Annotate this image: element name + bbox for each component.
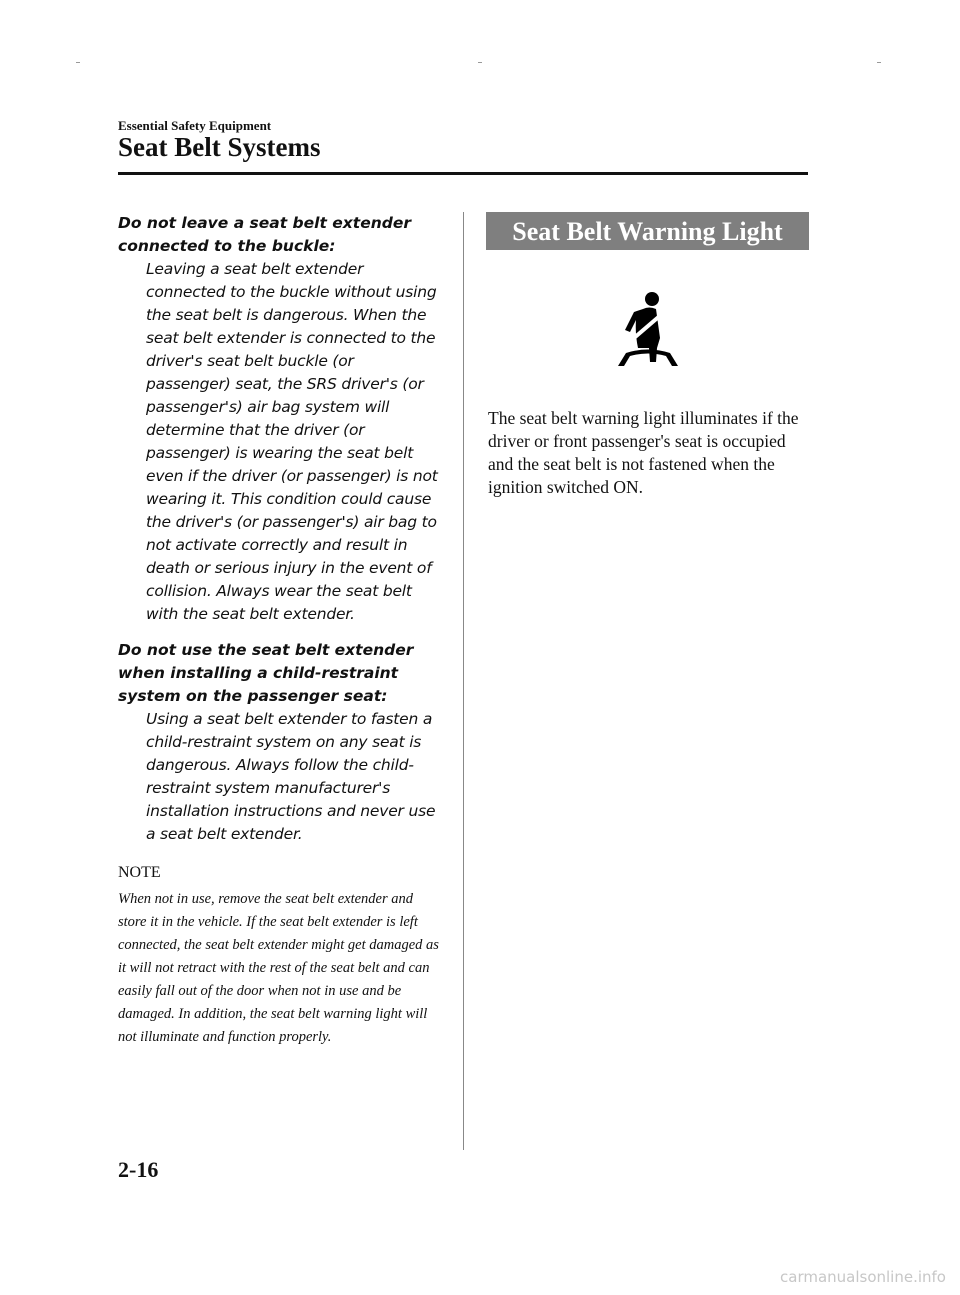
warning-light-description: The seat belt warning light illuminates if the driver or front passenger's seat is occupied and the seat belt is not fastened when the ignition switched ON. bbox=[488, 408, 799, 497]
right-column bbox=[486, 212, 809, 497]
column-divider bbox=[463, 212, 464, 1150]
section-label: Essential Safety Equipment bbox=[118, 118, 272, 133]
warning-child-restraint bbox=[118, 639, 443, 846]
left-column bbox=[118, 212, 443, 1049]
warning-extender-connected bbox=[118, 212, 443, 626]
page-number: 2-16 bbox=[118, 1157, 159, 1182]
warning-body: Using a seat belt extender to fasten a child-restraint system on any seat is dangerous. Always follow the child-restraint system manufacturer's installation instructions and never use a seat belt extender. bbox=[146, 710, 436, 843]
watermark: carmanualsonline.info bbox=[780, 1268, 946, 1286]
note-body: When not in use, remove the seat belt extender and store it in the vehicle. If the seat belt extender is left connected, the seat belt extender might get damaged as it will not retract with the rest of the seat belt and can easily fall out of the door when not in use and be damaged. In addition, the seat belt warning light will not illuminate and function properly. bbox=[118, 891, 439, 1045]
warning-heading: Do not use the seat belt extender when installing a child-restraint system on the passenger seat: bbox=[118, 641, 414, 705]
warning-heading: Do not leave a seat belt extender connected to the buckle: bbox=[118, 214, 412, 255]
header-rule bbox=[118, 172, 808, 175]
page-title: Seat Belt Systems bbox=[118, 132, 321, 162]
warning-body: Leaving a seat belt extender connected to the buckle without using the seat belt is dangerous. When the seat belt extender is connected to the driver's seat belt buckle (or passenger) seat, the SRS driver's (or passenger's) air bag system will determine that the driver (or passenger) is wearing the seat belt even if the driver (or passenger) is not wearing it. This condition could cause the driver's (or passenger's) air bag to not activate correctly and result in death or serious injury in the event of collision. Always wear the seat belt with the seat belt extender. bbox=[146, 260, 438, 623]
note-label: NOTE bbox=[118, 864, 161, 881]
crop-mark-center bbox=[478, 62, 482, 63]
note-block bbox=[118, 864, 443, 1049]
crop-mark-right bbox=[877, 62, 881, 63]
seat-belt-warning-icon bbox=[616, 290, 680, 366]
crop-mark-left bbox=[76, 62, 80, 63]
section-banner: Seat Belt Warning Light bbox=[486, 212, 809, 250]
